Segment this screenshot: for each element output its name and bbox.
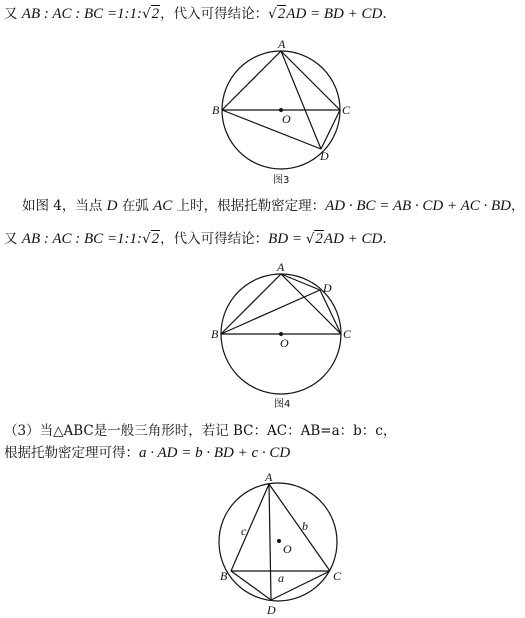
fig5-label-D: D [267, 603, 276, 617]
fig4-label-C: C [343, 327, 352, 341]
fig4-label-D: D [323, 281, 332, 295]
line1-end: . [382, 6, 387, 22]
fig5-segment-ab [231, 484, 269, 571]
fig4-segment-cd [320, 290, 341, 334]
line2-D: D [106, 198, 118, 214]
fig3-segment-ab [222, 51, 281, 110]
fig3-label-C: C [342, 103, 351, 117]
fig4-label-A: A [277, 260, 285, 274]
fig4-segment-ad [281, 274, 320, 290]
fig5-segment-ad [269, 484, 271, 600]
line1-result-sqrt: √2 [268, 6, 286, 22]
line5-formula: a · AD = b · BD + c · CD [139, 445, 291, 461]
fig4-segment-ac [281, 274, 341, 334]
fig3-label-B: B [212, 103, 220, 117]
fig3-label-O: O [282, 112, 291, 126]
fig5-side-b: b [302, 519, 308, 533]
line2-mid2: 上时，根据托勒密定理： [172, 198, 326, 214]
line1-sqrt: √2 [142, 6, 160, 22]
line3-ratio: AB : AC : BC [21, 231, 104, 247]
fig5-side-c: c [241, 524, 247, 538]
fig4-label-B: B [211, 327, 219, 341]
fig5-label-A: A [265, 470, 273, 484]
fig3-label-A: A [278, 37, 286, 51]
line3-result-a: BD = [268, 231, 306, 247]
fig5-segment-ac [269, 484, 330, 571]
line3-sqrt: √2 [142, 231, 160, 247]
fig5-label-O: O [283, 542, 292, 556]
line2-intro: 如图 4，当点 [22, 198, 107, 214]
fig4-segment-ab [221, 274, 281, 334]
line5-prefix: 根据托勒密定理可得： [4, 445, 139, 461]
line3-result-b: AD + CD [323, 231, 383, 247]
fig5-label-B: B [220, 569, 228, 583]
line3-result-sqrt: √2 [305, 231, 323, 247]
line2-end: ， [511, 198, 525, 214]
fig4-segment-bd [221, 290, 320, 334]
line1-eq: =1:1: [103, 6, 143, 22]
line2-formula: AD · BC = AB · CD + AC · BD [325, 198, 512, 214]
fig3-caption: 图3 [273, 175, 290, 186]
fig3-segment-ac [281, 51, 340, 110]
line3-eq: =1:1: [103, 231, 143, 247]
fig5-label-C: C [333, 569, 342, 583]
line1-mid: ，代入可得结论： [160, 6, 269, 22]
line3-end: . [382, 231, 387, 247]
fig4-caption: 图4 [274, 399, 291, 410]
line1-prefix: 又 [4, 6, 18, 22]
line2-AC: AC [153, 198, 173, 214]
fig3-segment-bd [222, 110, 321, 149]
line3-mid: ，代入可得结论： [160, 231, 269, 247]
fig5-center-dot [277, 539, 281, 543]
line1-result: AD = BD + CD [286, 6, 383, 22]
fig4-label-O: O [280, 336, 289, 350]
line2-mid: 在弧 [117, 198, 154, 214]
line1-ratio: AB : AC : BC [21, 6, 104, 22]
line3-prefix: 又 [4, 231, 18, 247]
fig5-side-a: a [278, 571, 284, 585]
fig3-label-D: D [320, 149, 329, 163]
fig3-segment-ad [281, 51, 321, 149]
text-line-4: （3）当△ABC是一般三角形时，若记 BC：AC：AB=a：b：c， [4, 423, 397, 439]
fig5-segment-bd [231, 571, 271, 600]
